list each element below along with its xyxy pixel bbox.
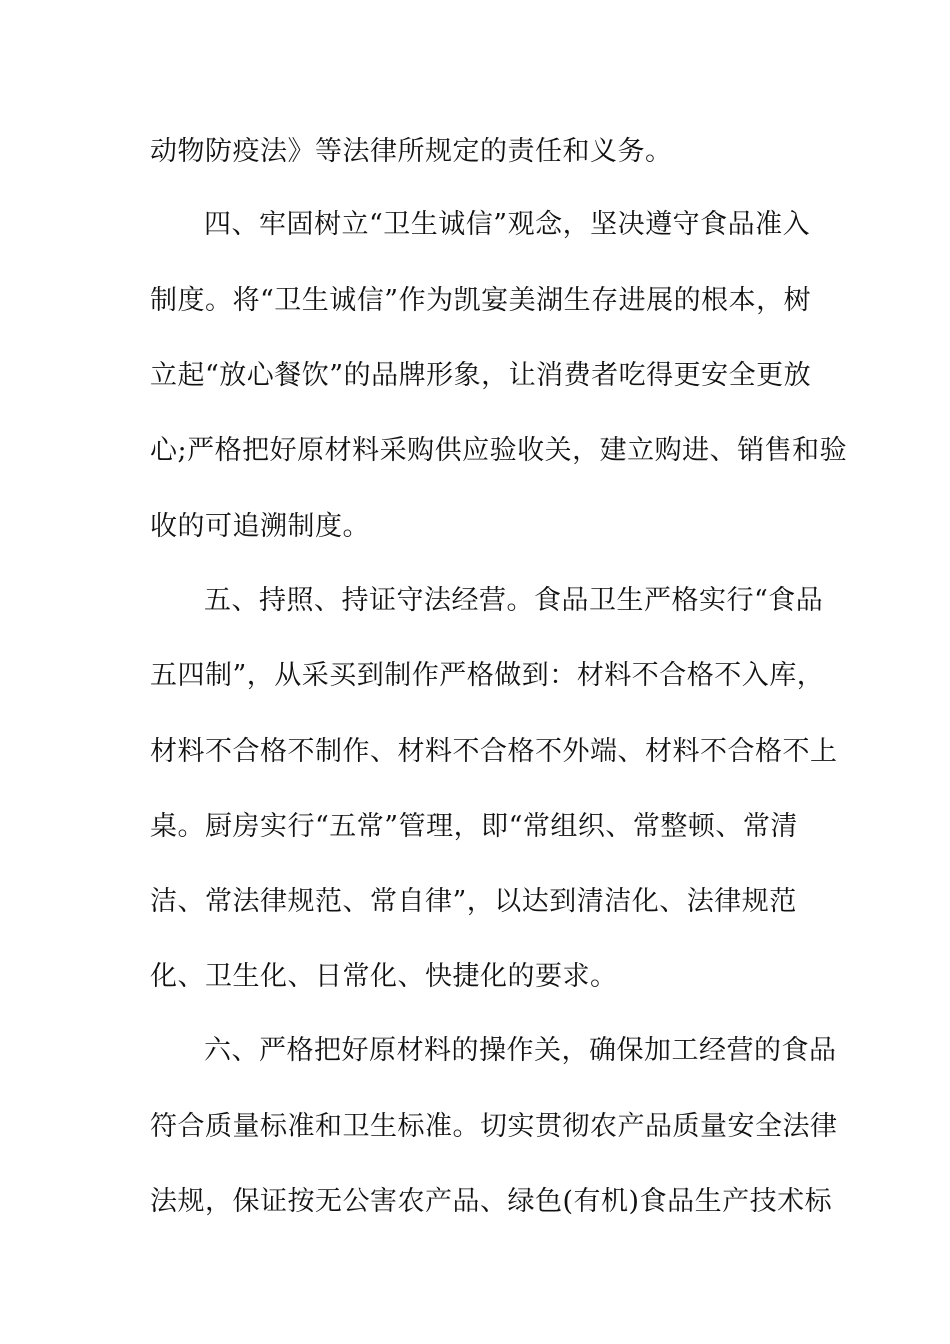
text-line: 化、卫生化、日常化、快捷化的要求。	[150, 961, 618, 992]
text-line: 收的可追溯制度。	[150, 511, 370, 542]
text-line: 法规，保证按无公害农产品、绿色(有机)食品生产技术标	[150, 1186, 833, 1217]
text-line: 心;严格把好原材料采购供应验收关，建立购进、销售和验	[150, 435, 848, 466]
text-line: 五四制”，从采买到制作严格做到：材料不合格不入库，	[150, 660, 825, 691]
paragraph-six-heading-line: 六、严格把好原材料的操作关，确保加工经营的食品	[204, 1035, 837, 1066]
paragraph-four-heading-line: 四、牢固树立“卫生诚信”观念，坚决遵守食品准入	[204, 209, 811, 240]
text-line: 制度。将“卫生诚信”作为凯宴美湖生存进展的根本，树	[150, 285, 812, 316]
text-line: 动物防疫法》等法律所规定的责任和义务。	[150, 136, 673, 167]
text-line: 材料不合格不制作、材料不合格不外端、材料不合格不上	[150, 736, 838, 767]
text-line: 符合质量标准和卫生标准。切实贯彻农产品质量安全法律	[150, 1111, 838, 1142]
text-line: 洁、常法律规范、常自律”，以达到清洁化、法律规范	[150, 886, 797, 917]
text-line: 立起“放心餐饮”的品牌形象，让消费者吃得更安全更放	[150, 360, 812, 391]
paragraph-five-heading-line: 五、持照、持证守法经营。食品卫生严格实行“食品	[204, 585, 824, 616]
text-line: 桌。厨房实行“五常”管理，即“常组织、常整顿、常清	[150, 811, 798, 842]
